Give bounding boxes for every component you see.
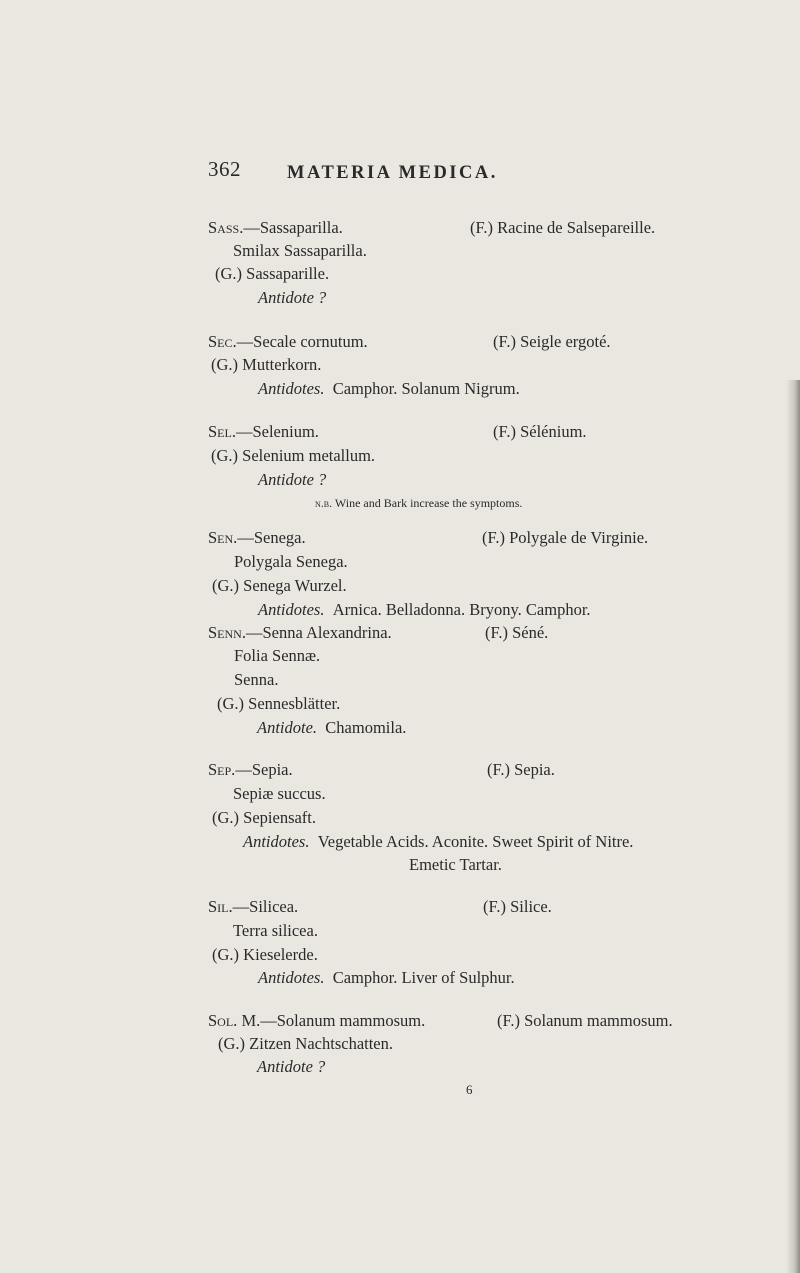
antidote-label: Antidote ? (258, 288, 327, 307)
entry-french: (F.) Polygale de Virginie. (482, 528, 649, 547)
entry-heading: Sil.—Silicea. (208, 897, 299, 916)
footnote-label: n.b. (315, 496, 333, 510)
footnote-text: Wine and Bark increase the symptoms. (334, 496, 523, 510)
entry-german: (G.) Sennesblätter. (217, 694, 341, 713)
entry-abbr: Sass. (208, 218, 244, 237)
entry-german: (G.) Sepiensaft. (212, 808, 317, 827)
entry-synonym: Senna. (234, 670, 279, 689)
antidote-list: Camphor. Solanum Nigrum. (332, 379, 520, 398)
entry-french: (F.) Racine de Salsepareille. (470, 218, 656, 237)
entry-synonym: Polygala Senega. (234, 552, 348, 571)
signature-mark: 6 (466, 1082, 473, 1097)
entry-synonym: Smilax Sassaparilla. (233, 241, 367, 260)
entry-french: (F.) Solanum mammosum. (497, 1011, 673, 1030)
entry-german: (G.) Senega Wurzel. (212, 576, 347, 595)
page-edge-shadow (786, 380, 800, 1273)
entry-heading (208, 218, 343, 238)
entry-synonym: Sepiæ succus. (233, 784, 326, 803)
entry-french: (F.) Seigle ergoté. (493, 332, 611, 351)
entry-french: (F.) Silice. (483, 897, 552, 916)
entry-french: (F.) Séné. (485, 623, 549, 642)
antidote-label: Antidotes. (258, 379, 325, 398)
entry-german: (G.) Selenium metallum. (211, 446, 376, 465)
antidote-label: Antidote ? (258, 470, 327, 489)
entry-synonym: Terra silicea. (233, 921, 318, 940)
entry-french: (F.) Sélénium. (493, 422, 587, 441)
antidote-continuation: Emetic Tartar. (409, 855, 502, 874)
entry-german: (G.) Mutterkorn. (211, 355, 322, 374)
antidote-line: Antidote. Chamomila. (257, 718, 407, 737)
entry-heading: Sep.—Sepia. (208, 760, 293, 779)
entry-heading: Sel.—Selenium. (208, 422, 319, 441)
entry-heading: Sen.—Senega. (208, 528, 306, 547)
antidote-label: Antidote ? (257, 1057, 326, 1076)
entry-heading: Senn.—Senna Alexandrina. (208, 623, 392, 642)
footnote (315, 493, 522, 513)
entry-heading: Sec.—Secale cornutum. (208, 332, 368, 351)
entry-german: (G.) Kieselerde. (212, 945, 318, 964)
entry-french: (F.) Sepia. (487, 760, 555, 779)
entry-name: —Sassaparilla. (243, 218, 343, 237)
antidote-line (258, 379, 520, 399)
entry-german: (G.) Zitzen Nachtschatten. (218, 1034, 394, 1053)
antidote-line: Antidotes. Vegetable Acids. Aconite. Sweet Spirit of Nitre. (243, 832, 634, 851)
entry-heading: Sol. M.—Solanum mammosum. (208, 1011, 426, 1030)
antidote-line: Antidotes. Arnica. Belladonna. Bryony. Camphor. (258, 600, 591, 619)
page-number: 362 (208, 157, 241, 181)
entry-synonym: Folia Sennæ. (234, 646, 321, 665)
antidote-line: Antidotes. Camphor. Liver of Sulphur. (258, 968, 515, 987)
running-title: MATERIA MEDICA. (287, 163, 498, 183)
entry-german: (G.) Sassaparille. (215, 264, 330, 283)
